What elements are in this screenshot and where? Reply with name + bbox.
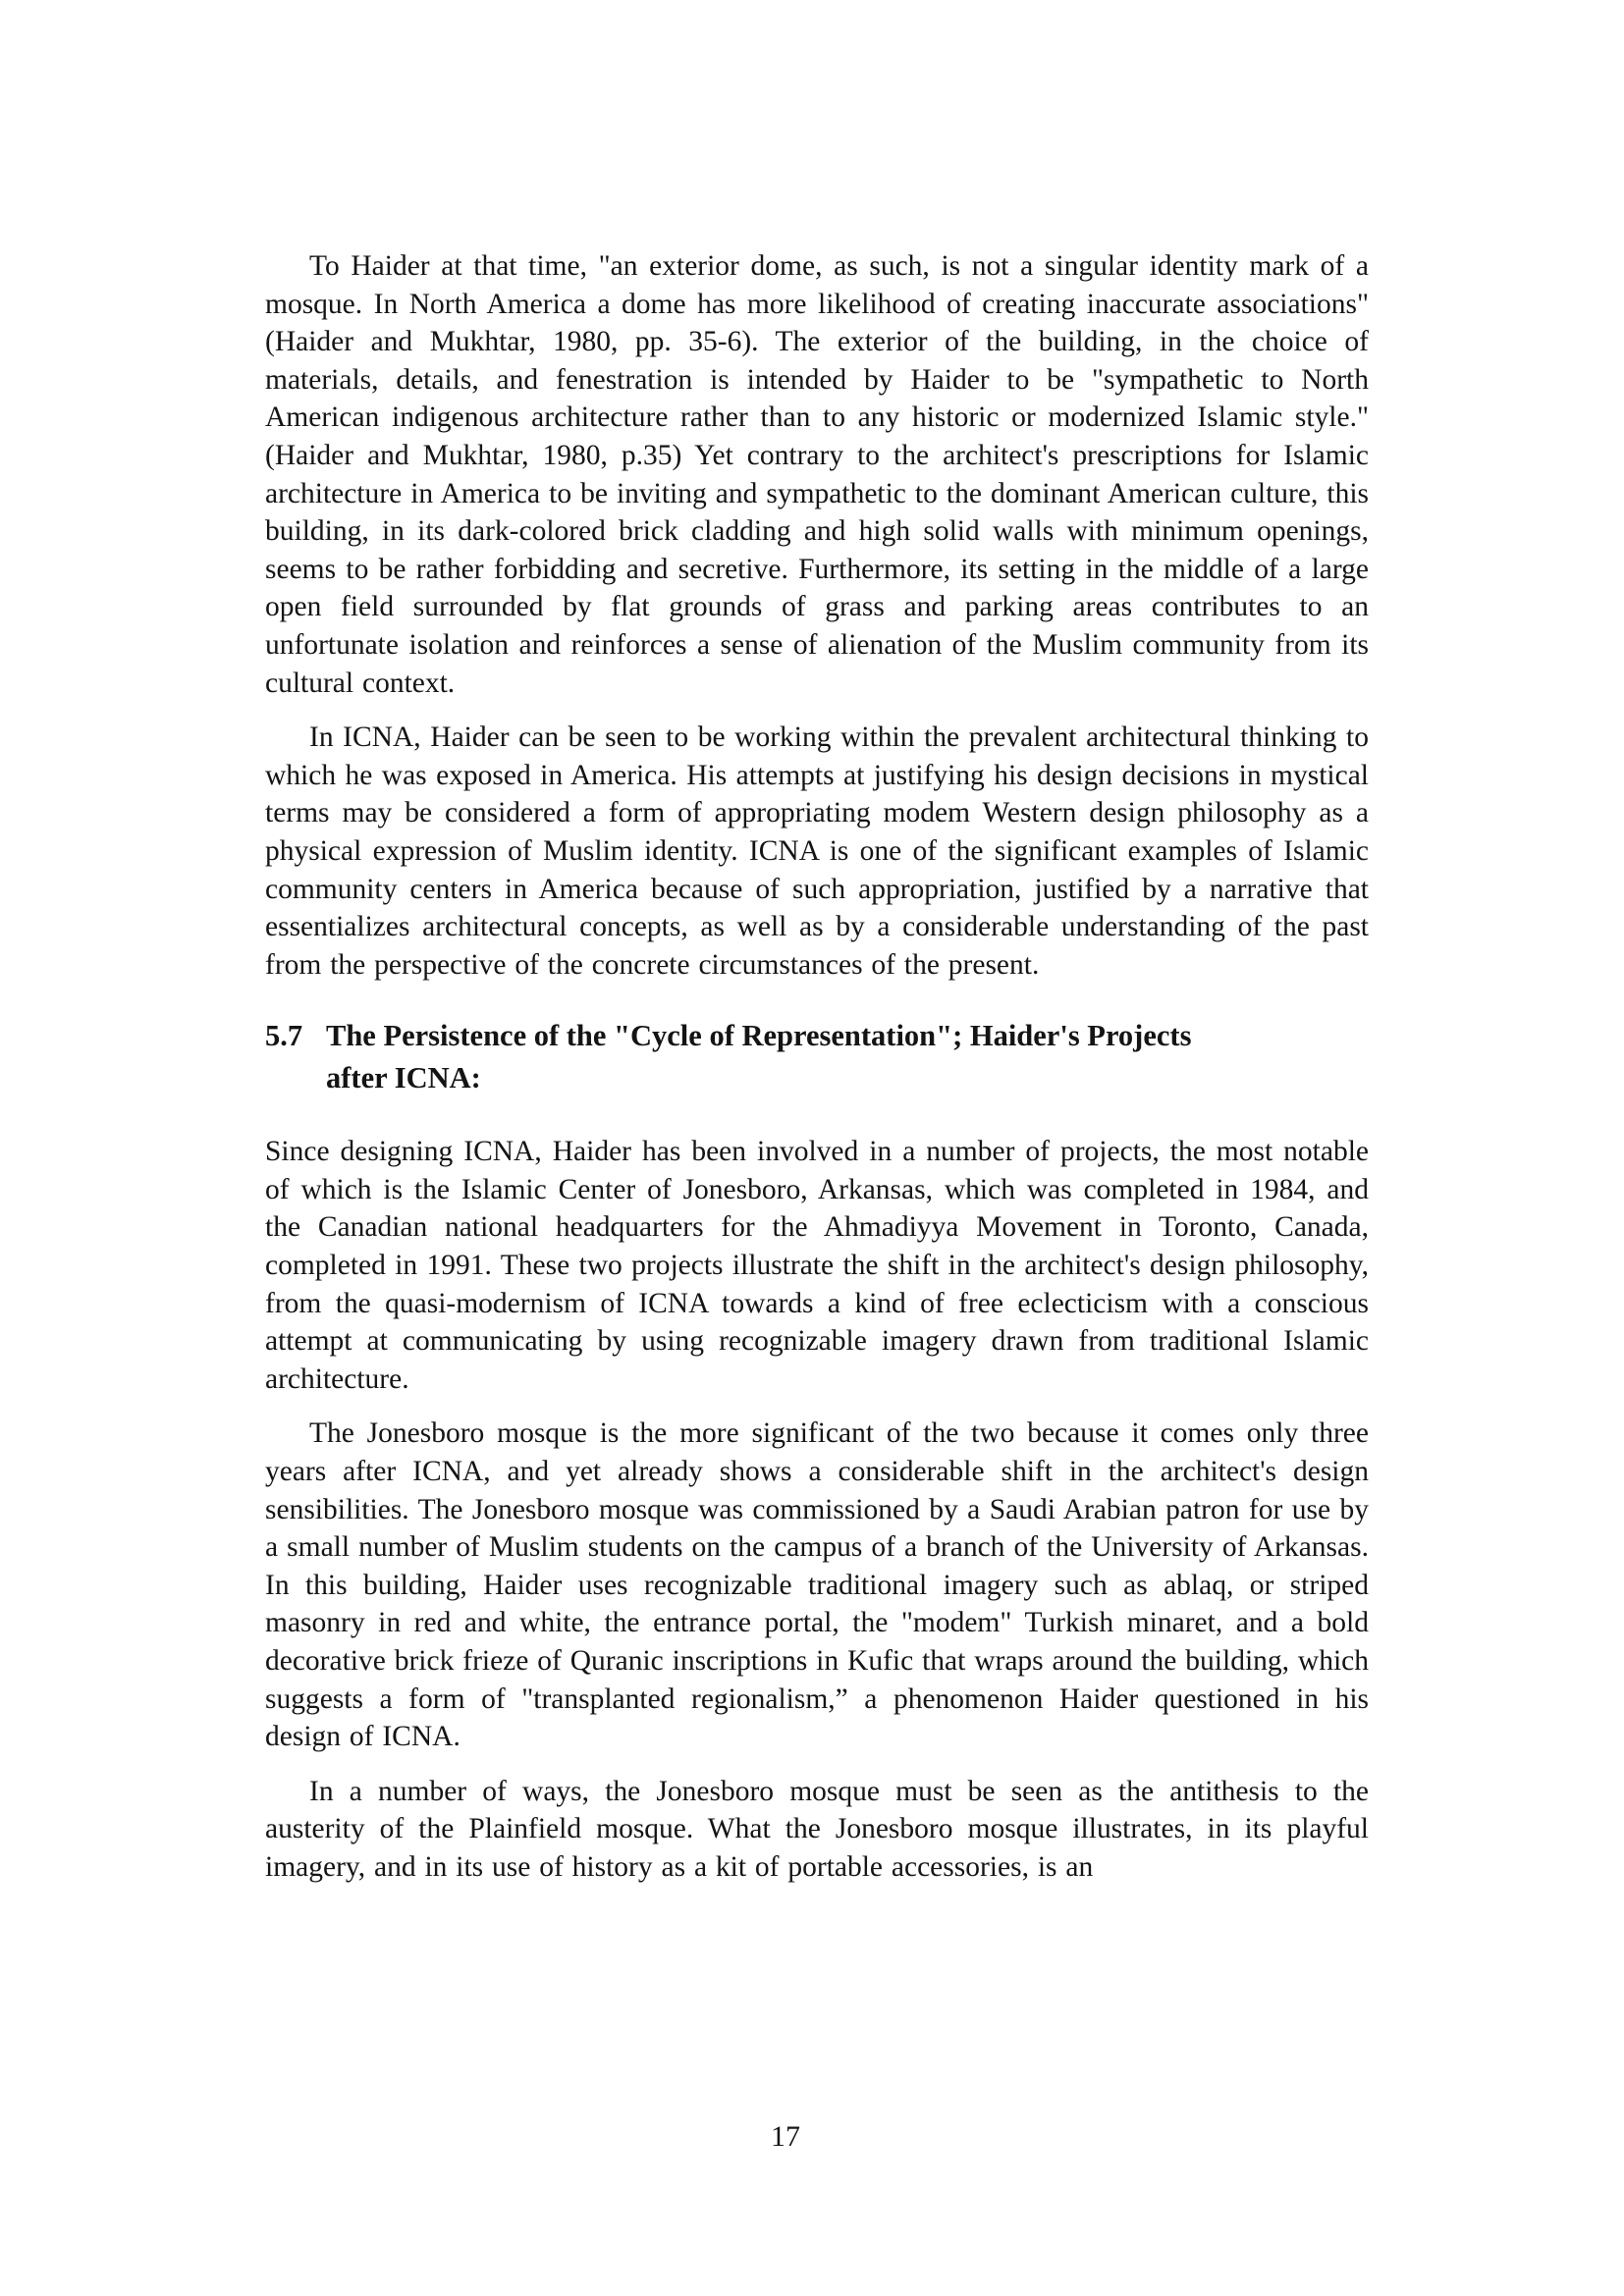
- paragraph-icna-appropriation: In ICNA, Haider can be seen to be working within the prevalent architectural thinking to which he was exposed in America. His attempts at justifying his design decisions in mystical terms may be considered a form of appropriating modem Western design philosophy as a physical expression of Muslim identity. ICNA is one of the significant examples of Islamic community centers in America because of such appropriation, justified by a narrative that essentializes architectural concepts, as well as by a considerable understanding of the past from the perspective of the concrete circumstances of the present.: [265, 721, 1369, 981]
- section-title-line2: after ICNA:: [326, 1061, 481, 1095]
- page-number: 17: [771, 2120, 800, 2153]
- section-number: 5.7: [265, 1019, 303, 1053]
- paragraph-antithesis: In a number of ways, the Jonesboro mosque must be seen as the antithesis to the austerity of the Plainfield mosque. What the Jonesboro mosque illustrates, in its playful imagery, and in its use of history as a kit of portable accessories, is an: [265, 1775, 1369, 1883]
- section-title: [326, 1015, 1369, 1099]
- text-block: [265, 247, 1369, 1903]
- paragraph-exterior-dome: To Haider at that time, "an exterior dome, as such, is not a singular identity mark of a mosque. In North America a dome has more likelihood of creating inaccurate associations" (Haider and Mukhtar, 1980, pp. 35-6). The exterior of the building, in the choice of materials, details, and fenestration is intended by Haider to be "sympathetic to North American indigenous architecture rather than to any historic or modernized Islamic style." (Haider and Mukhtar, 1980, p.35) Yet contrary to the architect's prescriptions for Islamic architecture in America to be inviting and sympathetic to the dominant American culture, this building, in its dark-colored brick cladding and high solid walls with minimum openings, seems to be rather forbidding and secretive. Furthermore, its setting in the middle of a large open field surrounded by flat grounds of grass and parking areas contributes to an unfortunate isolation and reinforces a sense of alienation of the Muslim community from its cultural context.: [265, 250, 1369, 699]
- paragraph-since-icna: Since designing ICNA, Haider has been involved in a number of projects, the most notable of which is the Islamic Center of Jonesboro, Arkansas, which was completed in 1984, and the Canadian national headquarters for the Ahmadiyya Movement in Toronto, Canada, completed in 1991. These two projects illustrate the shift in the architect's design philosophy, from the quasi-modernism of ICNA towards a kind of free eclecticism with a conscious attempt at communicating by using recognizable imagery drawn from traditional Islamic architecture.: [265, 1136, 1369, 1395]
- section-title-line1: The Persistence of the "Cycle of Representation"; Haider's Projects: [326, 1019, 1192, 1053]
- section-heading: [265, 1015, 1369, 1099]
- paragraph-jonesboro-mosque: The Jonesboro mosque is the more significant of the two because it comes only three years after ICNA, and yet already shows a considerable shift in the architect's design sensibilities. The Jonesboro mosque was commissioned by a Saudi Arabian patron for use by a small number of Muslim students on the campus of a branch of the University of Arkansas. In this building, Haider uses recognizable traditional imagery such as ablaq, or striped masonry in red and white, the entrance portal, the "modem" Turkish minaret, and a bold decorative brick frieze of Quranic inscriptions in Kufic that wraps around the building, which suggests a form of "transplanted regionalism,” a phenomenon Haider questioned in his design of ICNA.: [265, 1417, 1369, 1753]
